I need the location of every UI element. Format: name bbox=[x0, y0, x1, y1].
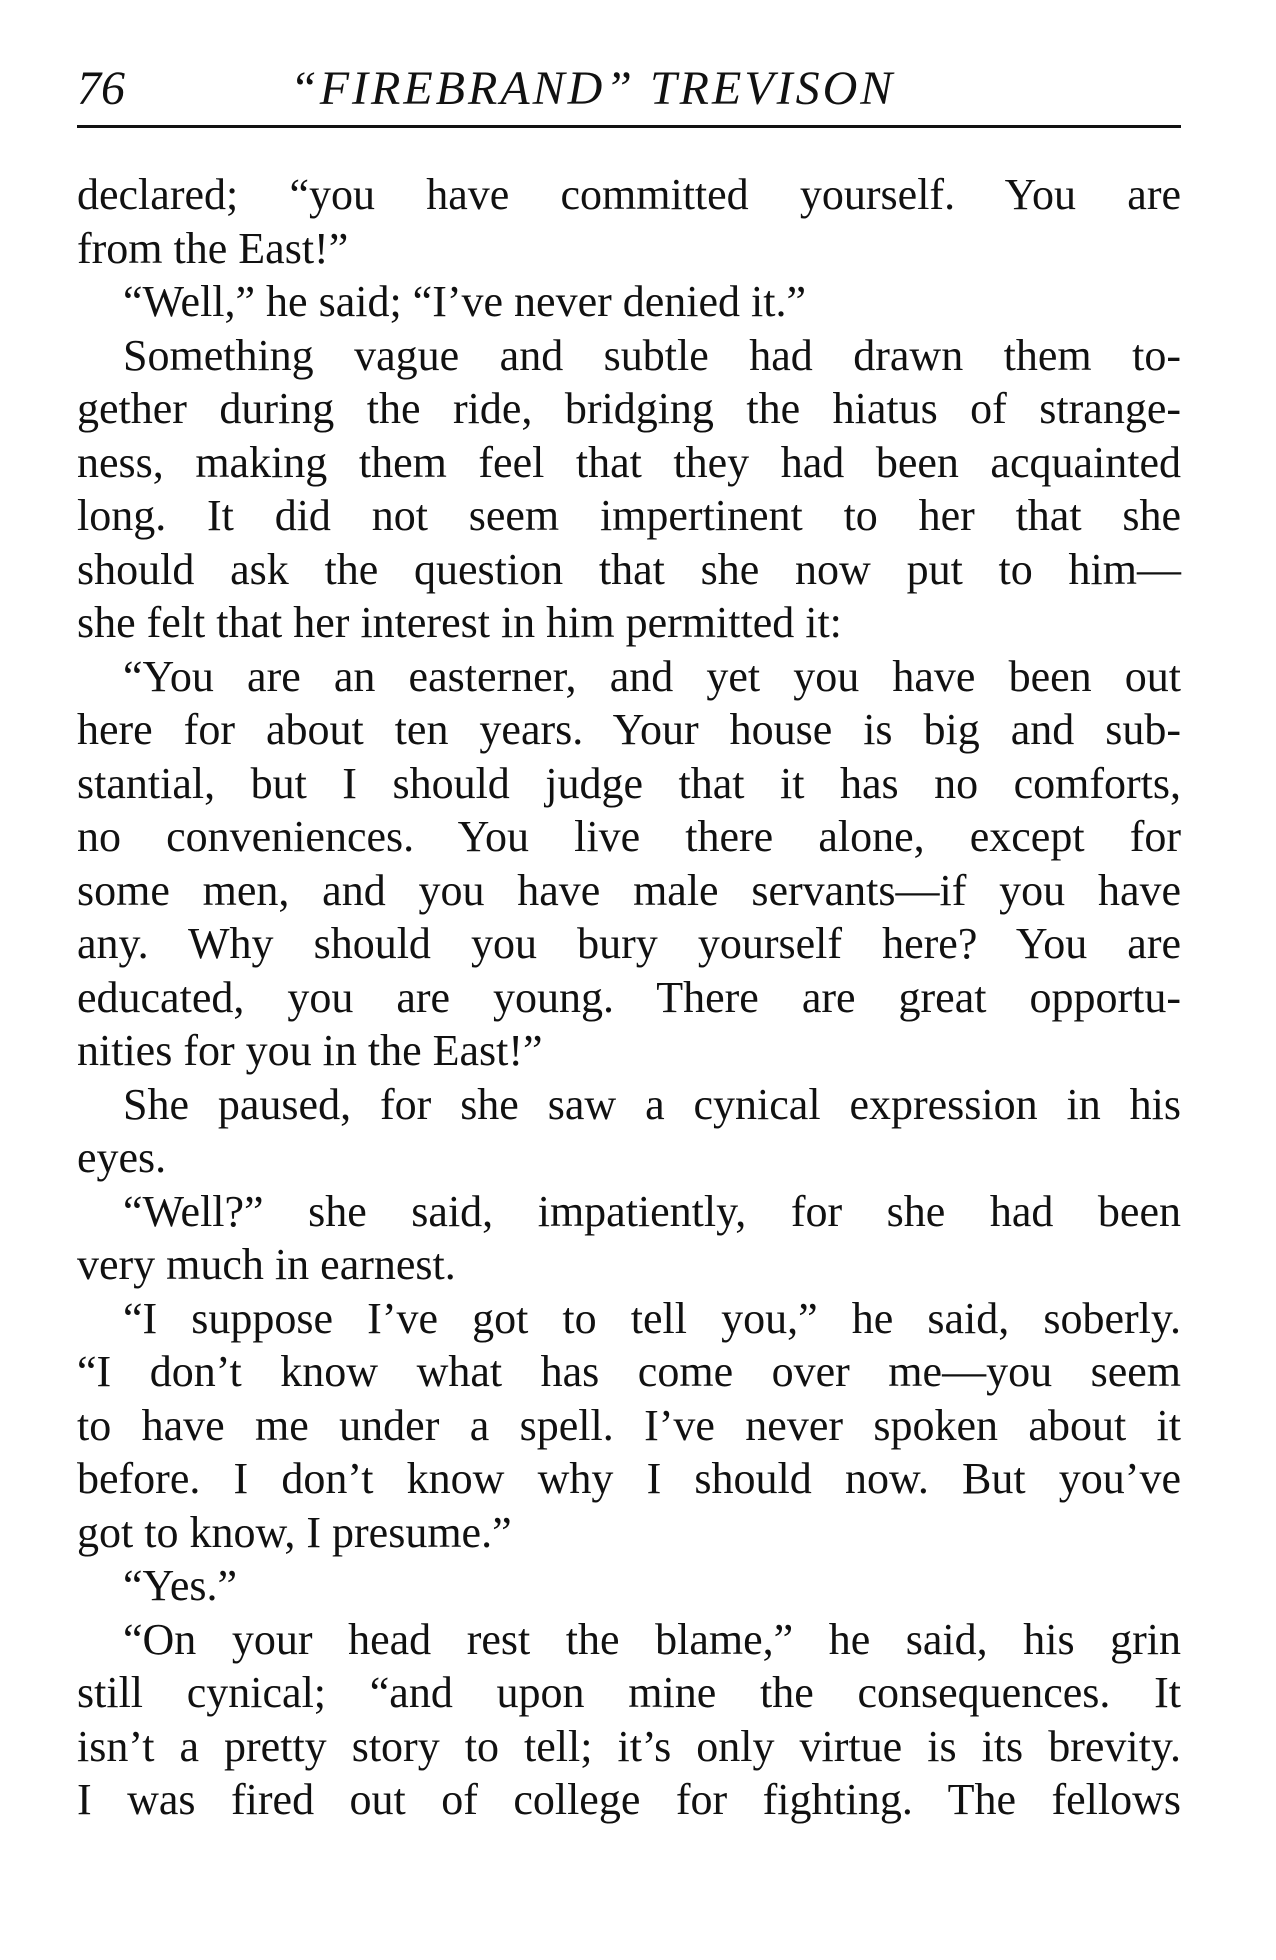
text-line: stantial, but I should judge that it has no comforts, bbox=[77, 758, 1181, 808]
page-header bbox=[77, 55, 1181, 128]
text-line: here for about ten years. Your house is big and sub- bbox=[77, 705, 1181, 754]
text-line: Something vague and subtle had drawn them to- bbox=[123, 330, 1181, 380]
text-line: isn’t a pretty story to tell; it’s only virtue is its brevity. bbox=[77, 1721, 1181, 1771]
text-line: any. Why should you bury yourself here? You are bbox=[77, 919, 1181, 968]
text-line: educated, you are young. There are great opportu- bbox=[77, 972, 1181, 1022]
text-line: “On your head rest the blame,” he said, his grin bbox=[123, 1614, 1181, 1664]
text-line: before. I don’t know why I should now. But you’ve bbox=[77, 1454, 1181, 1503]
text-line: “I suppose I’ve got to tell you,” he said, soberly. bbox=[123, 1293, 1181, 1343]
text-line: eyes. bbox=[77, 1133, 167, 1182]
text-line: She paused, for she saw a cynical expression in his bbox=[123, 1079, 1181, 1129]
book-page bbox=[77, 55, 1181, 1827]
text-line: from the East!” bbox=[77, 223, 349, 273]
text-line: nities for you in the East!” bbox=[77, 1026, 543, 1075]
text-line: still cynical; “and upon mine the consequences. It bbox=[77, 1668, 1181, 1717]
text-line: “Well,” he said; “I’ve never denied it.” bbox=[123, 277, 807, 326]
running-title: “FIREBRAND” TREVISON bbox=[290, 62, 896, 115]
text-line: should ask the question that she now put to him— bbox=[77, 544, 1181, 594]
text-line: gether during the ride, bridging the hiatus of strange- bbox=[77, 384, 1181, 433]
text-line: to have me under a spell. I’ve never spoken about it bbox=[77, 1400, 1181, 1450]
page-number: 76 bbox=[77, 62, 125, 115]
text-line: “Yes.” bbox=[123, 1561, 238, 1610]
text-line: some men, and you have male servants—if you have bbox=[77, 865, 1181, 915]
text-line: she felt that her interest in him permitted it: bbox=[77, 598, 842, 647]
text-line: “I don’t know what has come over me—you seem bbox=[77, 1347, 1181, 1396]
body-text bbox=[77, 168, 1181, 1827]
text-line: “Well?” she said, impatiently, for she had been bbox=[123, 1186, 1181, 1236]
text-line: I was fired out of college for fighting. The fellows bbox=[77, 1775, 1181, 1824]
text-line: long. It did not seem impertinent to her that she bbox=[77, 491, 1181, 540]
text-line: very much in earnest. bbox=[77, 1240, 456, 1289]
text-line: ness, making them feel that they had been acquainted bbox=[77, 437, 1181, 487]
text-line: “You are an easterner, and yet you have been out bbox=[123, 651, 1181, 701]
text-line: no conveniences. You live there alone, except for bbox=[77, 812, 1181, 861]
text-line: declared; “you have committed yourself. You are bbox=[77, 170, 1181, 219]
text-line: got to know, I presume.” bbox=[77, 1507, 512, 1557]
